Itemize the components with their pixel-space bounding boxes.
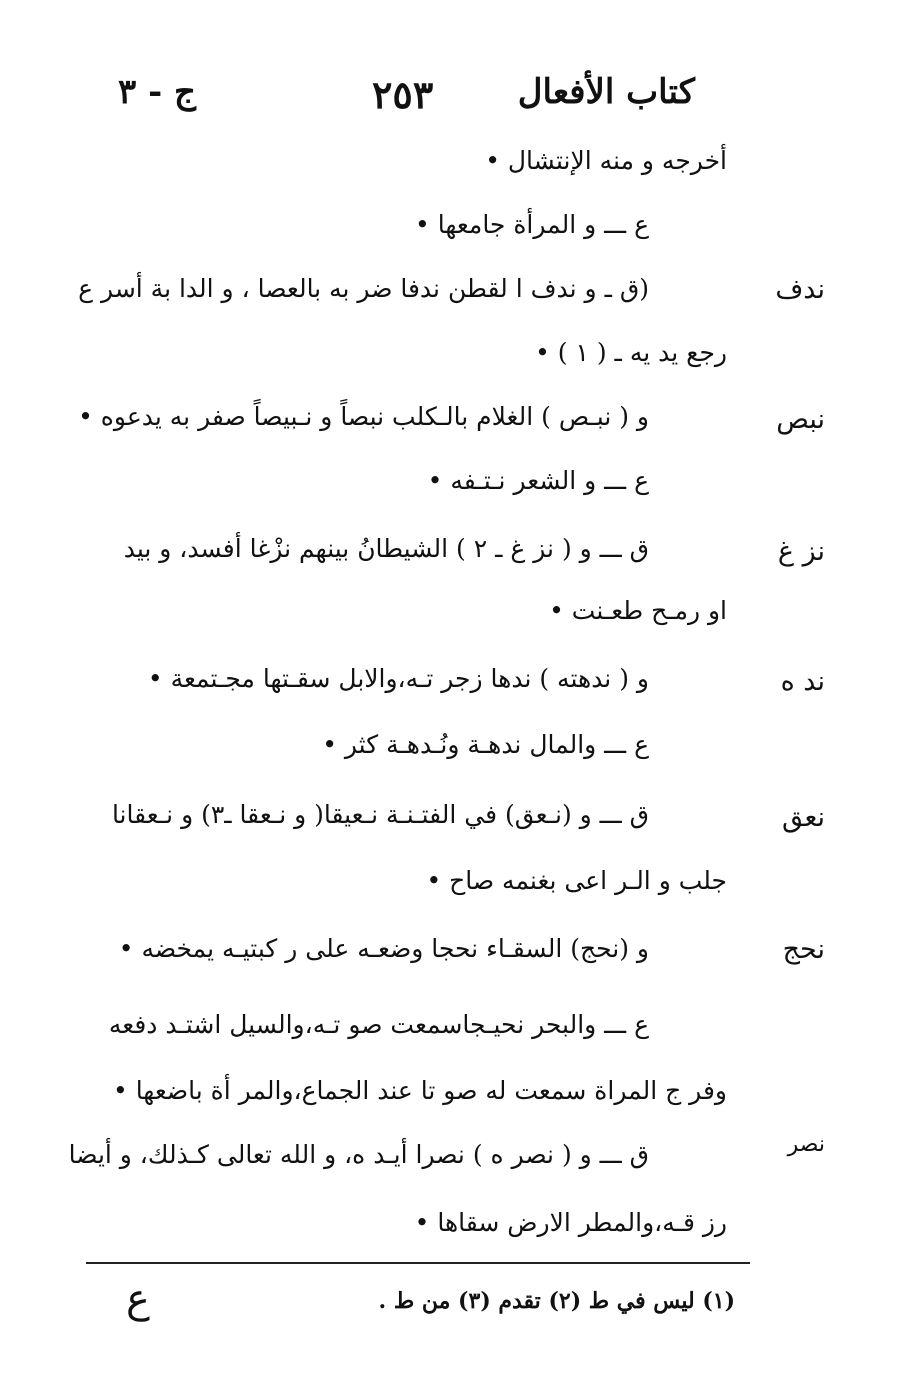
text-line: و ( نبـص ) الغلام بالـكلب نبصاً و نـبيصاً صفر به يدعوه • — [78, 402, 649, 431]
text-line: ع ـــ والمال ندهـة ونُـدهـة كثر • — [322, 730, 649, 759]
text-line: ع ـــ والبحر نحيـجاسمعت صو تـه،والسيل اشتـد دفعه — [108, 1010, 649, 1039]
headword: نصر — [787, 1132, 825, 1157]
text-line: (ق ـ و ندف ا لقطن ندفا ضر به بالعصا ، و الدا بة أسر ع — [78, 274, 649, 303]
volume-label: ج - ٣ — [118, 72, 196, 112]
headword: نز غ — [777, 536, 825, 567]
text-line: وفر ج المراة سمعت له صو تا عند الجماع،والمر أة باضعها • — [113, 1076, 727, 1105]
headword: نحج — [782, 934, 825, 965]
footnote-rule — [86, 1262, 750, 1264]
book-title: كتاب الأفعال — [517, 72, 695, 112]
text-line: ع ـــ و الشعر نـتـفه • — [427, 466, 649, 495]
text-line: رجع يد يه ـ ( ١ ) • — [535, 338, 727, 367]
footnote: (١) ليس في ط (٢) تقدم (٣) من ط . — [378, 1288, 735, 1314]
text-line: ق ـــ و ( نصر ه ) نصرا أيـد ه، و الله تعالى كـذلك، و أيضا — [68, 1140, 649, 1169]
headword: نعق — [781, 802, 825, 833]
headword: نبص — [776, 404, 825, 435]
text-line: ع ـــ و المرأة جامعها • — [415, 210, 649, 239]
text-line: ق ـــ و ( نز غ ـ ٢ ) الشيطانُ بينهم نزْغا أفسد، و بيد — [123, 534, 649, 563]
headword: ند ه — [780, 666, 825, 697]
page-number: ٢٥٣ — [372, 72, 434, 117]
text-line: و ( ندهته ) ندها زجر تـه،والابل سقـتها مجـتمعة • — [147, 664, 649, 693]
text-line: جلب و الـر اعى بغنمه صاح • — [426, 866, 727, 895]
text-line: ق ـــ و (نـعق) في الفتـنـة نـعيقا( و نـعقا ـ٣) و نـعقانا — [111, 800, 649, 829]
catchword: ع — [126, 1276, 150, 1322]
text-line: و (نحج) السقـاء نحجا وضعـه على ر كبتيـه يمخضه • — [118, 934, 649, 963]
headword: ندف — [775, 274, 825, 305]
text-line: او رمـح طعـنت • — [549, 596, 727, 625]
text-line: أخرجه و منه الإنتشال • — [485, 146, 727, 175]
text-line: رز قـه،والمطر الارض سقاها • — [414, 1208, 727, 1237]
